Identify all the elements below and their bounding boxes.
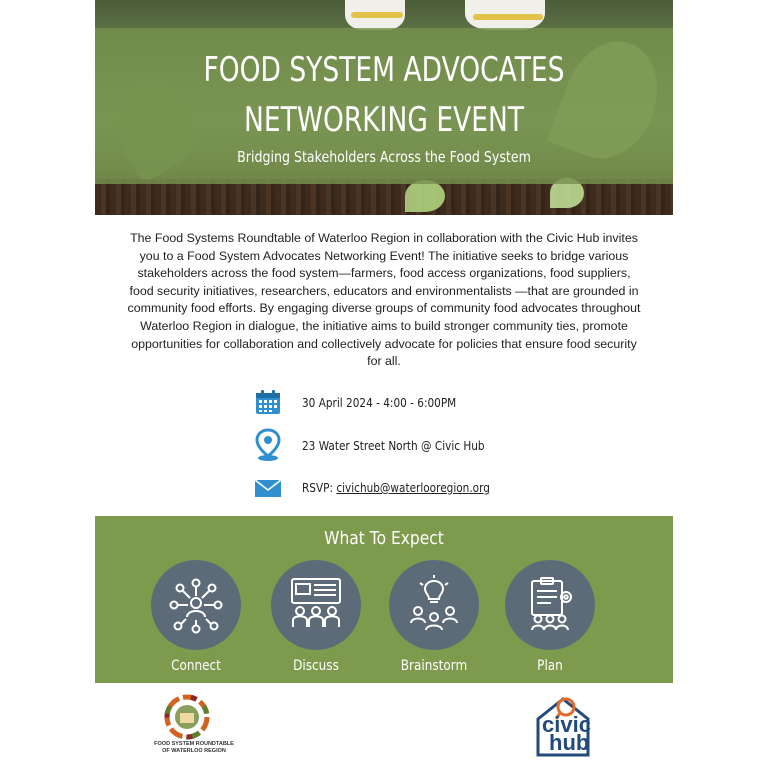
location-pin-icon: [254, 428, 282, 462]
brainstorm-label: Brainstorm: [400, 658, 468, 674]
roundtable-emblem-icon: [150, 693, 240, 743]
expect-item-brainstorm: [383, 560, 483, 680]
plan-label: Plan: [537, 658, 563, 674]
network-icon: [166, 575, 226, 635]
expect-item-connect: [145, 560, 245, 680]
discuss-circle: [271, 560, 361, 650]
hero-banner: [95, 0, 673, 215]
glove-band: [351, 12, 403, 18]
clipboard-team-icon: [520, 575, 580, 635]
event-rsvp: [254, 474, 584, 502]
civic-hub-logo: [530, 693, 600, 763]
glove-band: [473, 14, 543, 20]
logo-text-line1: FOOD SYSTEM ROUNDTABLE: [154, 741, 234, 747]
expect-item-discuss: [265, 560, 365, 680]
roundtable-logo-text: [144, 741, 244, 755]
food-system-roundtable-logo: [150, 693, 240, 763]
brainstorm-circle: [389, 560, 479, 650]
rsvp-text: [302, 480, 490, 495]
connect-circle: [151, 560, 241, 650]
page-subtitle: Bridging Stakeholders Across the Food System: [237, 148, 531, 166]
plan-circle: [505, 560, 595, 650]
lightbulb-team-icon: [404, 575, 464, 635]
rsvp-email-link[interactable]: civichub@waterlooregion.org: [336, 480, 490, 495]
civic-word: civic: [542, 712, 591, 737]
event-date: [254, 388, 584, 416]
soil: [95, 179, 673, 215]
calendar-icon: [254, 388, 282, 416]
connect-label: Connect: [171, 658, 221, 674]
page-title: FOOD SYSTEM ADVOCATES: [203, 50, 565, 90]
section-title: What To Expect: [324, 528, 444, 549]
hub-word: hub: [549, 730, 590, 755]
logo-text-line2: OF WATERLOO REGION: [162, 748, 226, 754]
presentation-icon: [286, 575, 346, 635]
expect-item-plan: [499, 560, 599, 680]
page-title-line2: NETWORKING EVENT: [243, 100, 525, 140]
intro-paragraph: The Food Systems Roundtable of Waterloo Region in collaboration with the Civic Hub invites you to a Food System Advocates Networking Event! The initiative seeks to bridge various stakeholders across the food system—farmers, food access organizations, food suppliers, food security initiatives, researchers, educators and environmentalists —that are grounded in community food efforts. By engaging diverse groups of community food advocates throughout Waterloo Region in dialogue, the initiative aims to build stronger community ties, promote opportunities for collaboration and collectively advocate for policies that ensure food security for all.: [127, 231, 641, 369]
discuss-label: Discuss: [293, 658, 339, 674]
event-date-text: 30 April 2024 - 4:00 - 6:00PM: [302, 395, 457, 410]
event-location-text: 23 Water Street North @ Civic Hub: [302, 438, 485, 453]
envelope-icon: [254, 474, 282, 502]
seedling: [405, 180, 445, 212]
rsvp-label: RSVP:: [302, 480, 337, 495]
what-to-expect-section: [95, 516, 673, 683]
event-location: [254, 428, 584, 462]
